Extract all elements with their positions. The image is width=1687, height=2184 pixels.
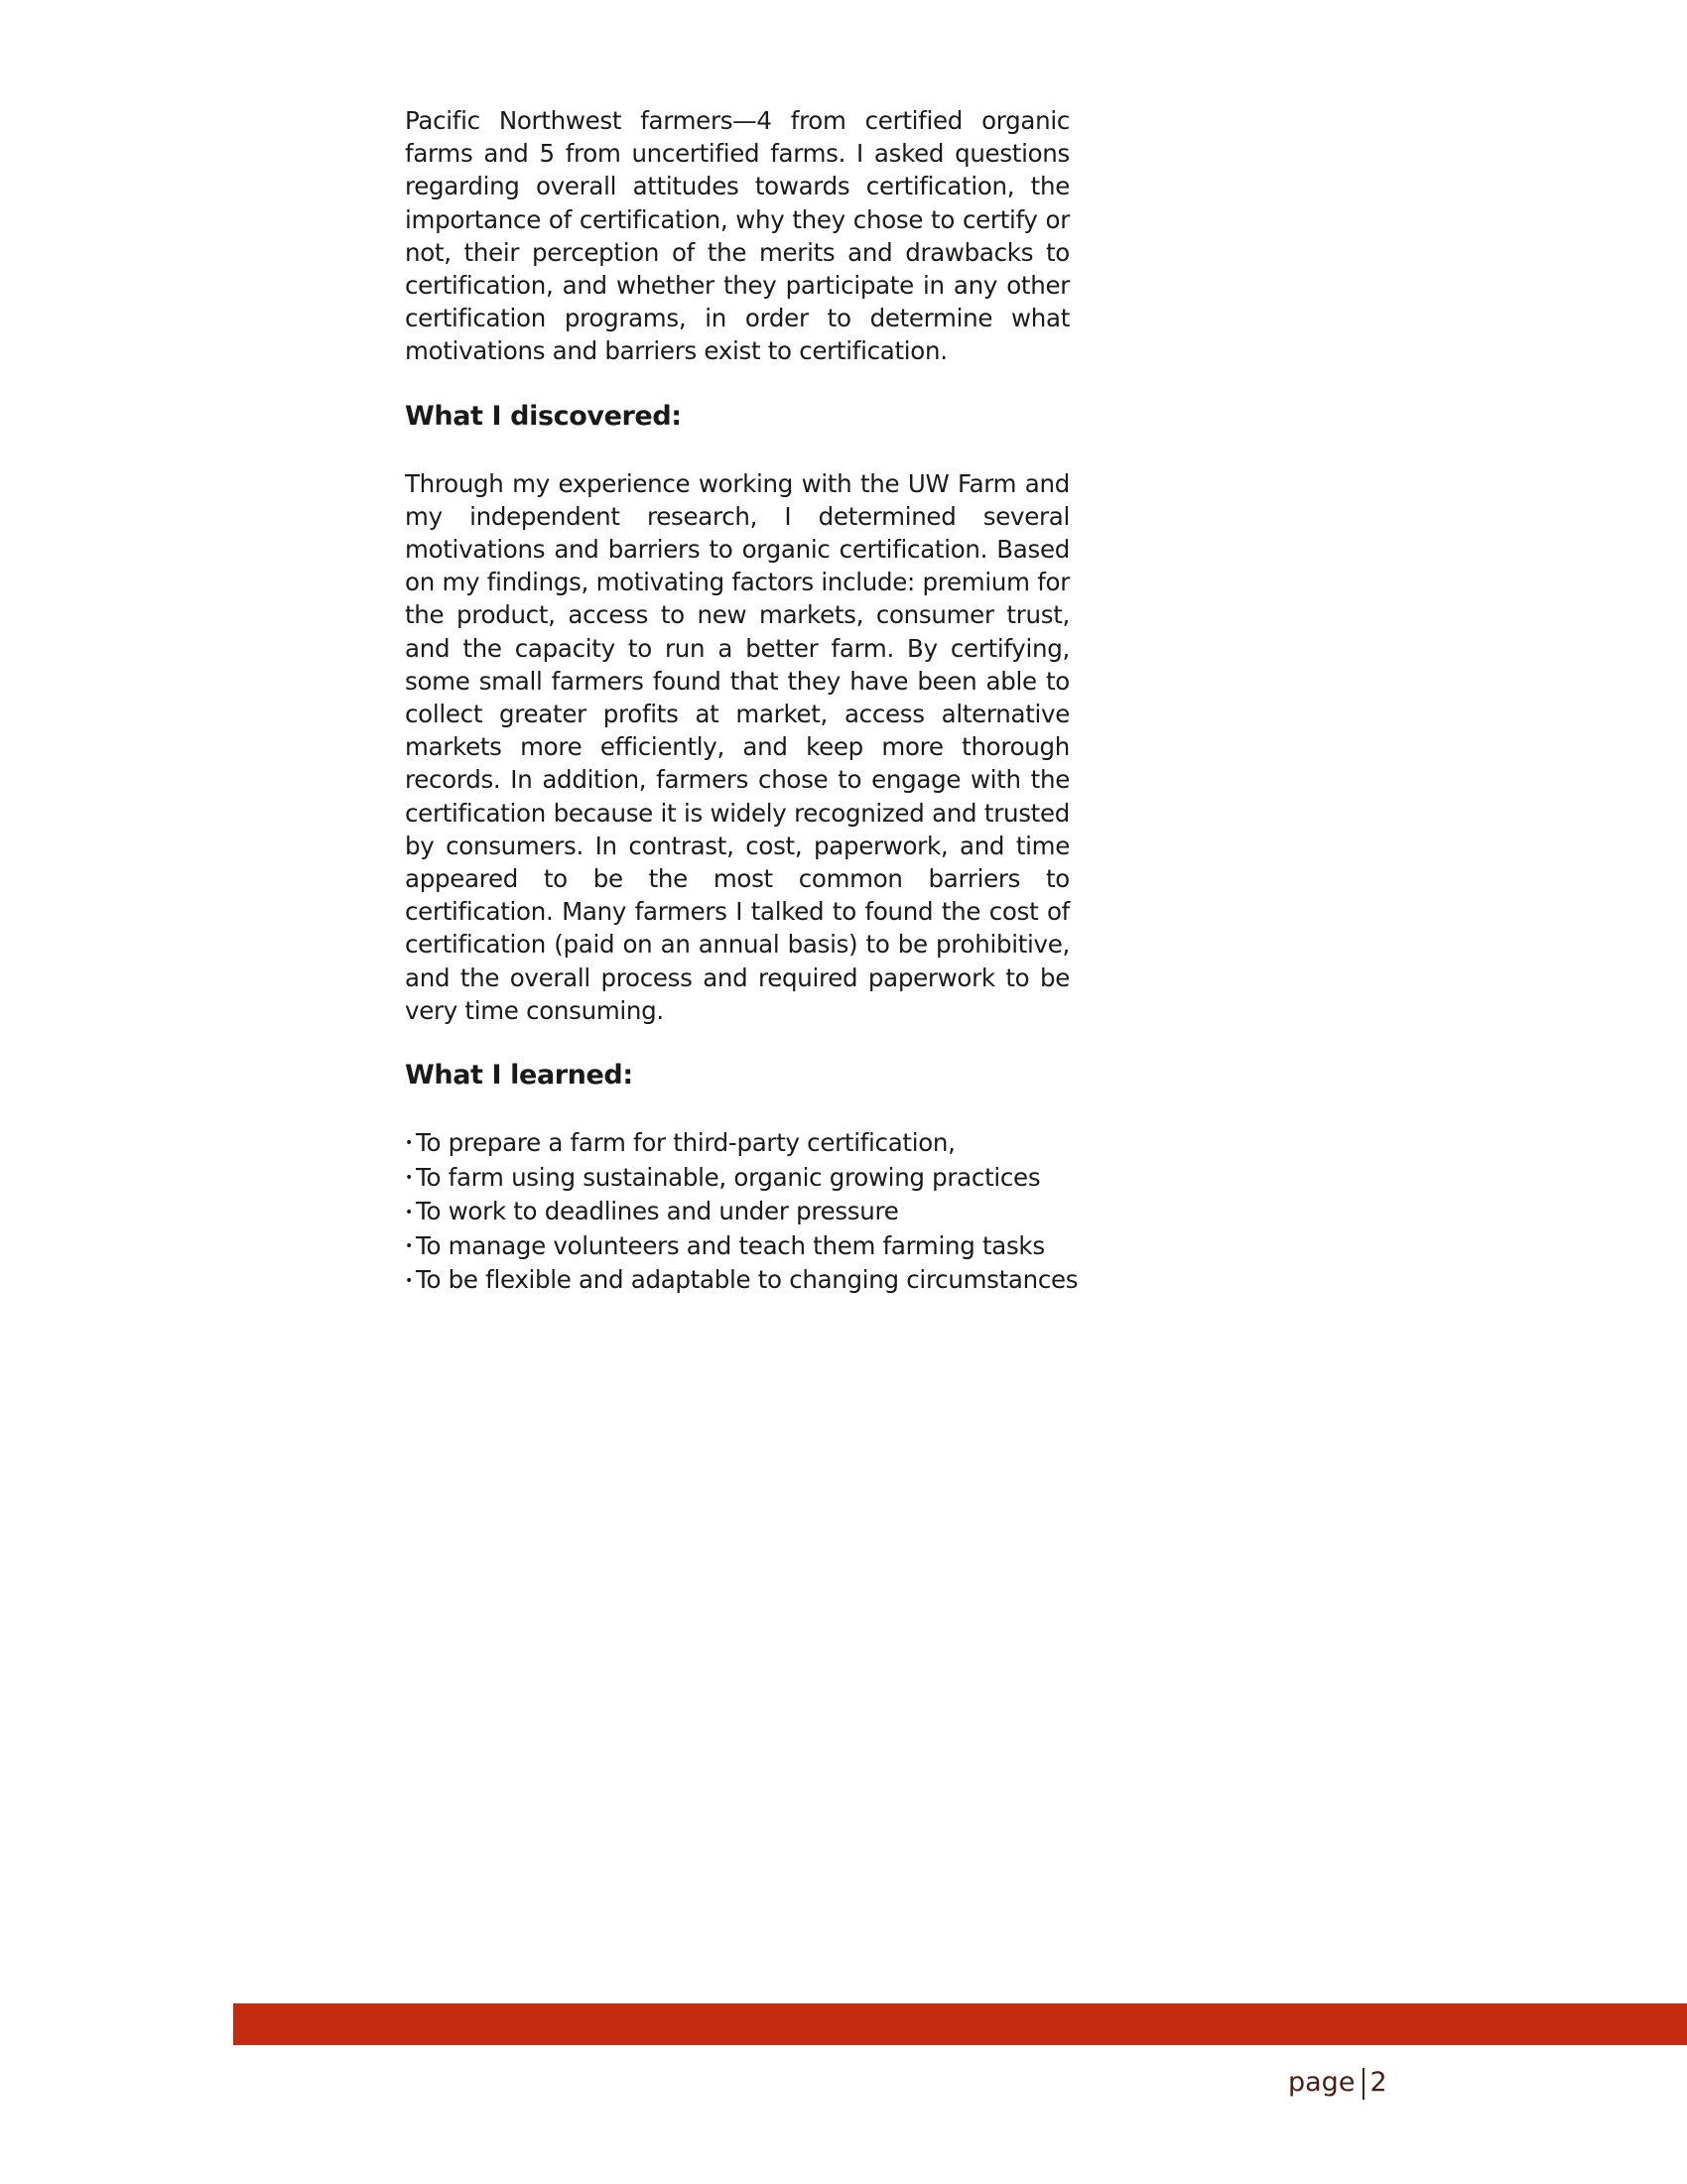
bullet-icon: •	[405, 1272, 413, 1289]
list-item-text: To prepare a farm for third-party certification,	[415, 1128, 956, 1158]
footer-bar	[233, 2003, 1687, 2045]
intro-paragraph: Pacific Northwest farmers—4 from certified organic farms and 5 from uncertified farms. I asked questions regarding overall attitudes towards certification, the importance of certification, why they chose to certify or not, their perception of the merits and drawbacks to certification, and whether they participate in any other certification programs, in order to determine what motivations and barriers exist to certification.	[405, 106, 1070, 366]
page-number: 2	[1369, 2067, 1387, 2098]
discovered-paragraph: Through my experience working with the UW Farm and my independent research, I determined several motivations and barriers to organic certification. Based on my findings, motivating factors include: premium for the product, access to new markets, consumer trust, and the capacity to run a better farm. By certifying, some small farmers found that they have been able to collect greater profits at market, access alternative markets more efficiently, and keep more thorough records. In addition, farmers chose to engage with the certification because it is widely recognized and trusted by consumers. In contrast, cost, paperwork, and time appeared to be the most common barriers to certification. Many farmers I talked to found the cost of certification (paid on an annual basis) to be prohibitive, and the overall process and required paperwork to be very time consuming.	[405, 468, 1070, 1025]
bullet-icon: •	[405, 1170, 413, 1187]
main-column	[405, 104, 1079, 1298]
page-word: page	[1288, 2067, 1356, 2098]
list-item	[405, 1126, 1070, 1161]
list-item-text: To be flexible and adaptable to changing circumstances	[415, 1265, 1079, 1295]
bullet-icon: •	[405, 1238, 413, 1255]
section-heading-discovered: What I discovered:	[405, 400, 682, 432]
page-separator	[1363, 2068, 1364, 2100]
section-heading-learned: What I learned:	[405, 1060, 633, 1092]
bullet-icon: •	[405, 1135, 413, 1152]
learned-list	[405, 1126, 1079, 1298]
list-item	[405, 1263, 1079, 1298]
list-item-text: To farm using sustainable, organic growing practices	[415, 1162, 1041, 1192]
list-item	[405, 1229, 1070, 1264]
bullet-icon: •	[405, 1204, 413, 1220]
list-item-text: To work to deadlines and under pressure	[415, 1197, 899, 1226]
list-item	[405, 1195, 1070, 1229]
list-item-text: To manage volunteers and teach them farming tasks	[415, 1230, 1045, 1260]
page-number-label	[1288, 2066, 1387, 2100]
list-item	[405, 1161, 1070, 1196]
